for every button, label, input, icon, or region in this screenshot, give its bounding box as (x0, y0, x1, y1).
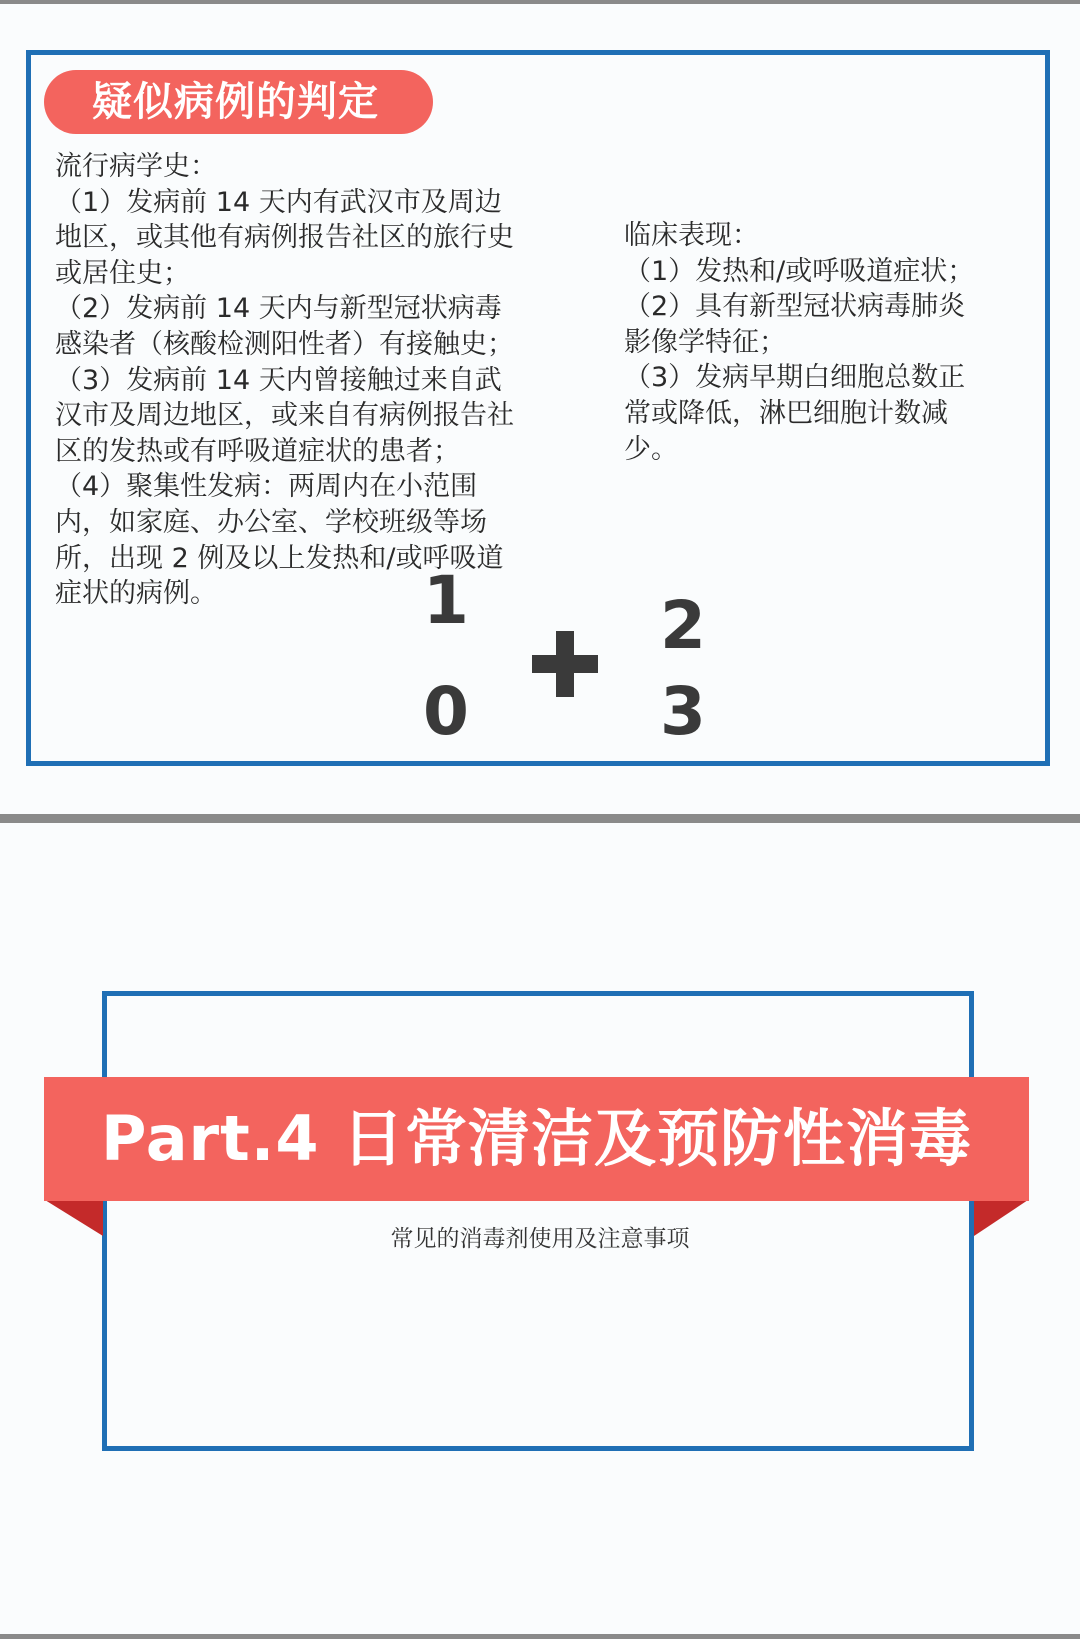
number-2: 2 (660, 587, 706, 664)
epidemiology-text: 流行病学史： （1）发病前 14 天内有武汉市及周边 地区，或其他有病例报告社区的旅行史 或居住史； （2）发病前 14 天内与新型冠状病毒 感染者（核酸检测阳性者）有接触史； （3）发病前 14 天内曾接触过来自武 汉市及周边地区，或来自有病例报告社 区的发热或有呼吸道症状的患者； （4）聚集性发病：两周内在小范围 内，如家庭、办公室、学校班级等场 所，出现 2 例及以上发热和/或呼吸道 症状的病例。 (55, 151, 514, 610)
bottom-divider (0, 1634, 1080, 1639)
number-0: 0 (423, 673, 469, 750)
top-divider (0, 0, 1080, 4)
section-subtitle: 常见的消毒剂使用及注意事项 (390, 1226, 690, 1252)
number-3: 3 (660, 673, 706, 750)
slide-divider (0, 814, 1080, 823)
number-1: 1 (423, 562, 469, 639)
clinical-text: 临床表现： （1）发热和/或呼吸道症状； （2）具有新型冠状病毒肺炎 影像学特征； （3）发病早期白细胞总数正 常或降低，淋巴细胞计数减 少。 (624, 220, 975, 465)
slide1-title-pill: 疑似病例的判定 (44, 70, 433, 134)
plus-icon (532, 631, 598, 697)
section-title-banner: Part.4 日常清洁及预防性消毒 (44, 1077, 1029, 1201)
